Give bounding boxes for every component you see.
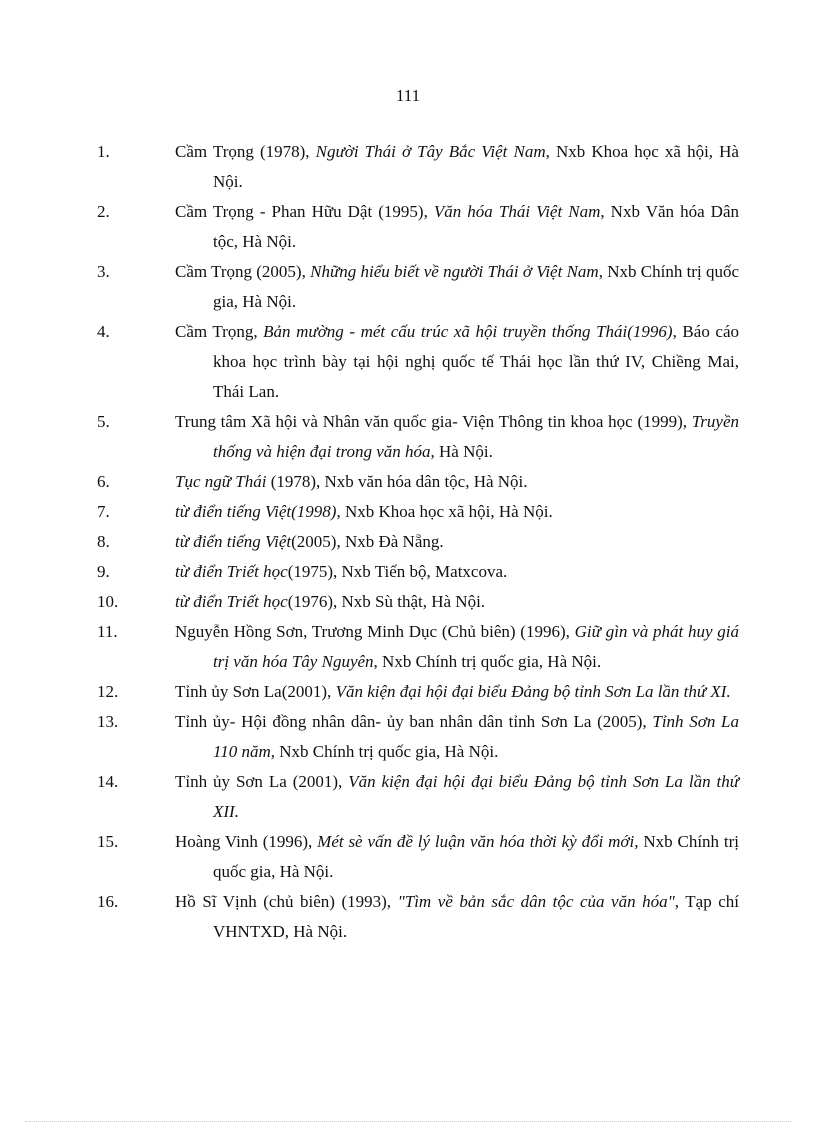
reference-number: 13. [97, 712, 119, 731]
reference-segment: , Nxb Chính trị quốc gia, Hà Nội. [213, 262, 739, 311]
reference-text [175, 827, 740, 887]
reference-text [175, 677, 739, 707]
reference-item [97, 467, 739, 497]
reference-text [175, 767, 739, 827]
reference-text [175, 407, 739, 467]
reference-title: Bản mường - mét cấu trúc xã hội truyền thống Thái(1996) [263, 322, 673, 341]
reference-title: Văn hóa Thái Việt Nam [433, 202, 601, 221]
reference-title: Văn kiện đại hội đại biểu Đảng bộ tỉnh Sơn La lần thứ XII. [213, 772, 739, 821]
page-number: 111 [395, 86, 421, 105]
reference-segment: Cầm Trọng (2005), [175, 262, 311, 281]
reference-title: từ điển Triết học [175, 592, 288, 611]
reference-text [175, 557, 739, 587]
reference-title: từ điển Triết học [175, 562, 288, 581]
reference-number: 5. [97, 412, 110, 431]
reference-number: 3. [97, 262, 110, 281]
reference-segment: Hồ Sĩ Vịnh (chủ biên) (1993), [175, 892, 398, 911]
reference-segment: Tỉnh ủy- Hội đồng nhân dân- ủy ban nhân dân tỉnh Sơn La (2005), [175, 712, 653, 731]
reference-title: Tỉnh Sơn La 110 năm, [213, 712, 739, 761]
reference-title: Mét sè vấn đề lý luận văn hóa thời kỳ đổi mới, [317, 832, 639, 851]
reference-segment: (1978), Nxb văn hóa dân tộc, Hà Nội. [266, 472, 528, 491]
reference-item [97, 707, 739, 767]
reference-number: 10. [97, 592, 119, 611]
reference-segment: (1976), Nxb Sù thật, Hà Nội. [287, 592, 486, 611]
reference-item [97, 557, 739, 587]
reference-text [175, 587, 739, 617]
reference-item [97, 767, 739, 827]
reference-item [97, 137, 739, 197]
reference-item [97, 197, 739, 257]
reference-number: 8. [97, 532, 110, 551]
reference-number: 9. [97, 562, 110, 581]
reference-title: Những hiểu biết về người Thái ở Việt Nam [310, 262, 599, 281]
reference-segment: Tỉnh ủy Sơn La(2001), [175, 682, 336, 701]
reference-segment: (1975), Nxb Tiến bộ, Matxcova. [287, 562, 508, 581]
reference-item [97, 497, 739, 527]
reference-title: Tục ngữ Thái [175, 472, 267, 491]
reference-text [175, 887, 740, 947]
reference-item [97, 407, 739, 467]
page-bottom-rule [25, 1121, 791, 1122]
reference-item [97, 887, 740, 947]
reference-item [97, 257, 739, 317]
reference-item [97, 527, 739, 557]
reference-number: 4. [97, 322, 110, 341]
reference-title: Người Thái ở Tây Bắc Việt Nam [315, 142, 546, 161]
reference-item [97, 317, 739, 407]
reference-segment: , Hà Nội. [430, 442, 493, 461]
reference-segment: (2005), Nxb Đà Nẵng. [291, 532, 444, 551]
reference-segment: , Báo cáo khoa học trình bày tại hội nghị quốc tế Thái học lần thứ IV, Chiềng Mai, Thái Lan. [213, 322, 739, 401]
reference-item [97, 677, 739, 707]
reference-segment: Nxb Chính trị quốc gia, Hà Nội. [275, 742, 499, 761]
reference-number: 6. [97, 472, 110, 491]
reference-title: "Tìm về bản sắc dân tộc của văn hóa" [397, 892, 675, 911]
reference-title: Giữ gìn và phát huy giá trị văn hóa Tây Nguyên [213, 622, 739, 671]
reference-segment: Trung tâm Xã hội và Nhân văn quốc gia- Viện Thông tin khoa học (1999), [175, 412, 692, 431]
reference-text [175, 707, 739, 767]
reference-title: từ điển tiếng Việt(1998) [175, 502, 337, 521]
reference-item [97, 587, 739, 617]
reference-segment: Cầm Trọng (1978), [175, 142, 316, 161]
reference-number: 12. [97, 682, 119, 701]
reference-title: Truyền thống và hiện đại trong văn hóa [213, 412, 739, 461]
reference-number: 16. [97, 892, 119, 911]
reference-segment: Nguyễn Hồng Sơn, Trương Minh Dục (Chủ biên) (1996), [175, 622, 575, 641]
reference-segment: , Nxb Khoa học xã hội, Hà Nội. [336, 502, 553, 521]
reference-segment: , Nxb Khoa học xã hội, Hà Nội. [213, 142, 739, 191]
reference-number: 7. [97, 502, 110, 521]
reference-segment: Nxb Chính trị quốc gia, Hà Nội. [213, 832, 740, 881]
reference-segment: , Tạp chí VHNTXD, Hà Nội. [213, 892, 740, 941]
reference-text [175, 137, 739, 197]
reference-number: 2. [97, 202, 110, 221]
reference-number: 14. [97, 772, 119, 791]
reference-text [175, 497, 739, 527]
reference-segment: Hoàng Vinh (1996), [175, 832, 318, 851]
reference-text [175, 617, 739, 677]
reference-segment: Cầm Trọng - Phan Hữu Dật (1995), [175, 202, 434, 221]
reference-segment: , Nxb Chính trị quốc gia, Hà Nội. [373, 652, 602, 671]
reference-title: Văn kiện đại hội đại biểu Đảng bộ tỉnh Sơn La lần thứ XI. [335, 682, 731, 701]
reference-item [97, 827, 740, 887]
reference-text [175, 317, 739, 407]
reference-text [175, 527, 739, 557]
reference-number: 15. [97, 832, 119, 851]
reference-number: 1. [97, 142, 110, 161]
reference-text [175, 467, 739, 497]
reference-list [97, 137, 740, 947]
reference-segment: , Nxb Văn hóa Dân tộc, Hà Nội. [213, 202, 739, 251]
reference-item [97, 617, 739, 677]
reference-title: từ điển tiếng Việt [175, 532, 292, 551]
reference-segment: Tỉnh ủy Sơn La (2001), [175, 772, 349, 791]
reference-number: 11. [97, 622, 118, 641]
reference-text [175, 197, 739, 257]
reference-segment: Cầm Trọng, [175, 322, 264, 341]
reference-text [175, 257, 739, 317]
